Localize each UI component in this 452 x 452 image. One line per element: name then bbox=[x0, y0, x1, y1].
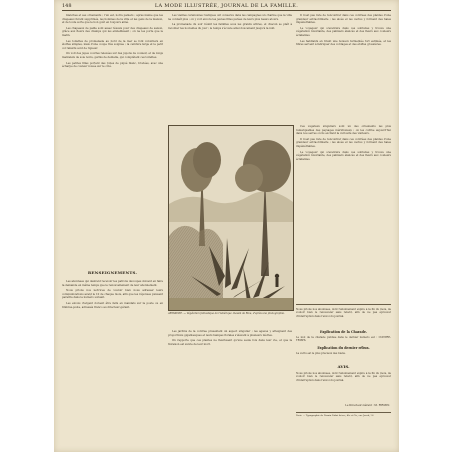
charade-note: Nous prions nos abonnées, dont l'abonnement expire à la fin du mois, de vouloir bien le renouveler sans retard, afin de ne pas éprouver d'interruption dans l'envoi du journal. bbox=[296, 308, 391, 318]
paragraph: Le voyageur qui s'aventure dans ces solitudes y trouve une végétation luxuriante, des palmiers élancés et des fleurs aux couleurs éclatantes. bbox=[296, 26, 391, 37]
paragraph: Le voyageur qui s'aventure dans ces solitudes y trouve une végétation luxuriante, des palmiers élancés et des fleurs aux couleurs éclatantes. bbox=[296, 150, 391, 161]
paragraph: Les jardins de la contrée présentent un aspect singulier ; les agaves y atteignent des proportions gigantesques et leurs hampes florales s'élèvent à plusieurs mètres. bbox=[168, 330, 292, 337]
paragraph: On rapporte que ces plantes ne fleurissent qu'une seule fois dans leur vie, et que la floraison est suivie de leur mort. bbox=[168, 339, 292, 346]
paragraph: Les abonnées qui désirent recevoir les patrons découpés doivent en faire la demande en même temps que le renouvellement de leur abonnement. bbox=[62, 280, 163, 287]
paragraph: Il n'est pas rare de rencontrer dans ces contrées des plantes d'une grandeur extraordinaire ; les aloès et les cactus y forment des haies impénétrables. bbox=[296, 137, 391, 148]
paragraph: Les habitants en tirent une boisson fermentée fort estimée, et les fibres servent à fabriquer des cordages et des étoffes grossières. bbox=[296, 39, 391, 47]
paragraph: On voit des jupes courtes relevées sur des jupons de couleur, et de longs mantelets de soie noire, garnis de dentelle, qui complètent ces toilettes. bbox=[62, 52, 163, 59]
paragraph: Les petites filles portent des robes de piqué blanc, brodées, avec une écharpe de couleur nouée sur le côté. bbox=[62, 61, 163, 69]
rebus-text: La vertu est le plus précieux des biens. bbox=[296, 352, 346, 355]
charade-intro bbox=[296, 308, 391, 328]
printer-imprint: Paris. — Typographie de Firmin Didot frères, fils et Cie, rue Jacob, 56. bbox=[296, 414, 375, 417]
column-right-top bbox=[296, 14, 391, 120]
section-heading-renseignements: RENSEIGNEMENTS. bbox=[87, 270, 138, 275]
column-left-bottom bbox=[62, 280, 163, 440]
paragraph: Nous prions nos lectrices de vouloir bien nous adresser leurs communications avant le 10 de chaque mois, afin que les réponses puissent paraître dans le numéro suivant. bbox=[62, 289, 163, 300]
column-middle-top bbox=[168, 14, 292, 120]
paragraph: Les vieilles cérémonies rustiques ont conservé dans les campagnes un charme que la ville ne connaît plus ; on y voit encore les jeunes filles parées de leurs plus beaux atours. bbox=[168, 14, 292, 21]
page-number: 148 bbox=[62, 3, 72, 9]
paragraph: Les chapeaux de paille sont assez réussis pour des chapeaux de saison, grâce aux fleurs des champs qui les embellissent ; on ne les porte que le matin. bbox=[62, 26, 163, 37]
avis-heading: AVIS. bbox=[337, 364, 350, 369]
paragraph: Ces végétaux singuliers sont un des ornements les plus remarquables des paysages méridionaux ; on les cultive aujourd'hui dans nos serres où ils excitent la curiosité des visiteurs. bbox=[296, 125, 391, 136]
paragraph: Il n'est pas rare de rencontrer dans ces contrées des plantes d'une grandeur extraordinaire ; les aloès et les cactus y forment des haies impénétrables. bbox=[296, 14, 391, 25]
paragraph: blanches et ses ornements ; l'un est, notre paniers ; après même que les chapeaux furent supprimés, les hommes de la ville et les gens de la maison, et de toute sorte que le bon goût en toujours aimé. bbox=[62, 14, 163, 25]
journal-title: LA MODE ILLUSTRÉE, JOURNAL DE LA FAMILLE. bbox=[154, 3, 299, 9]
paragraph: Les envois d'argent doivent être faits en mandats sur la poste ou en timbres-poste, adressés franco au directeur-gérant. bbox=[62, 301, 163, 309]
paragraph: Les toilettes de promenade au bord de la mer se font volontiers en étoffes simples, mais d'une coupe très soignée ; la ceinture large et le petit col rabattu sont de rigueur. bbox=[62, 39, 163, 50]
rebus-heading: Explication du dernier rébus. bbox=[317, 346, 370, 350]
column-left-top bbox=[62, 14, 163, 266]
column-middle-bottom bbox=[168, 330, 292, 442]
column-right-middle bbox=[296, 125, 391, 301]
bottom-divider bbox=[296, 412, 391, 413]
header-rule bbox=[62, 10, 391, 11]
landscape-engraving bbox=[169, 126, 293, 310]
charade-heading: Explication de la Charade. bbox=[319, 330, 367, 334]
engraving-illustration bbox=[168, 125, 294, 311]
figure-caption: ABYSSINIE. — Végétation fantastique de l'Amérique. Dessin de Riou, d'après une photographie. bbox=[168, 312, 285, 315]
director-signature: Le Directeur-Gérant : M. FIRMIN. bbox=[345, 404, 390, 407]
divider bbox=[296, 304, 391, 305]
paragraph: La promenade du soir réunit les familles sous les grands arbres, et chacun se plaît à raconter les nouvelles du jour ; le temps s'écoule ainsi doucement jusqu'à la nuit. bbox=[168, 23, 292, 30]
charade-text: Le mot de la charade publiée dans le dernier numéro est : CONTRE-TEMPS. bbox=[296, 336, 391, 343]
avis-text: Nous prions nos abonnées, dont l'abonnement expire à la fin du mois, de vouloir bien le renouveler sans retard, afin de ne pas éprouver d'interruption dans l'envoi du journal. bbox=[296, 372, 391, 382]
